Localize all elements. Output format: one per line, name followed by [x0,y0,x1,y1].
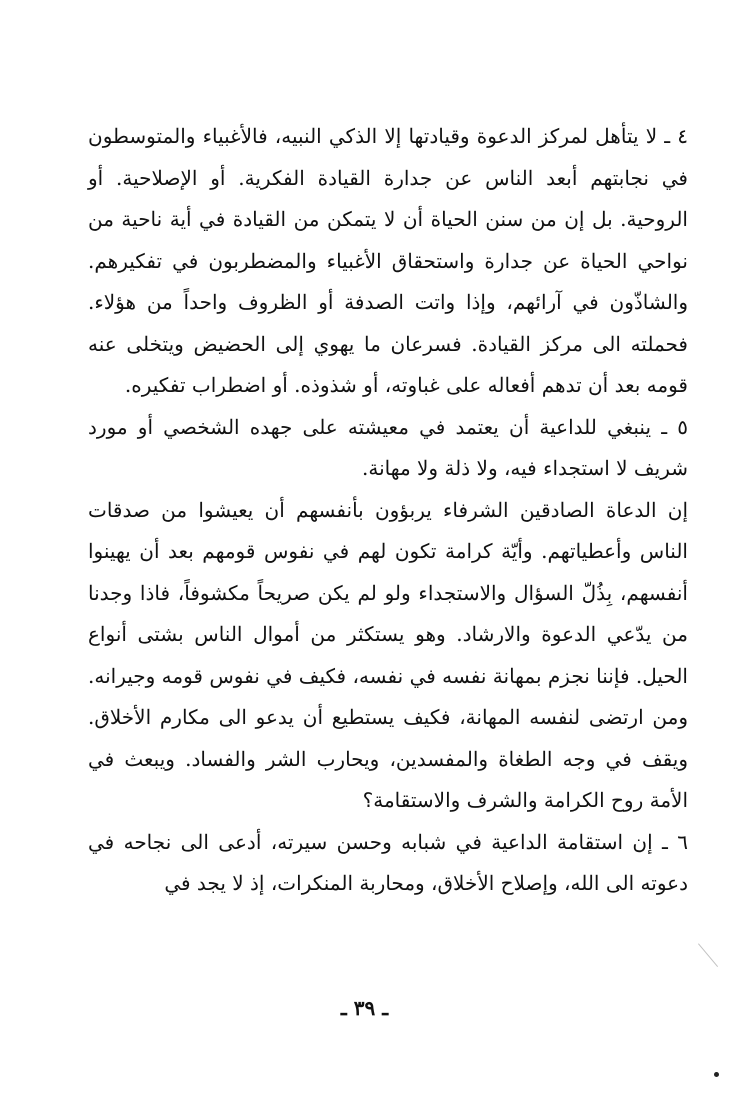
scan-speck [714,1072,719,1077]
page-number: ـ ٣٩ ـ [340,996,389,1020]
scan-edge-mark [698,924,729,967]
paragraph-point-6: ٦ ـ إن استقامة الداعية في شبابه وحسن سيرته، أدعى الى نجاحه في دعوته الى الله، وإصلاح الأخلاق، ومحاربة المنكرات، إذ لا يجد في [88,829,688,895]
paragraph-preachers: إن الدعاة الصادقين الشرفاء يربؤون بأنفسهم أن يعيشوا من صدقات الناس وأعطياتهم. وأيّة كرامة تكون لهم في نفوس قومهم بعد أن يهينوا أنفسهم، بِذُلّ السؤال والاستجداء ولو لم يكن صريحاً مكشوفاً، فاذا وجدنا من يدّعي الدعوة والارشاد. وهو يستكثر من أموال الناس بشتى أنواع الحيل. فإننا نجزم بمهانة نفسه في نفسه، فكيف في نفوس قومه وجيرانه. ومن ارتضى لنفسه المهانة، فكيف يستطيع أن يدعو الى مكارم الأخلاق. ويقف في وجه الطغاة والمفسدين، ويحارب الشر والفساد. ويبعث في الأمة روح الكرامة والشرف والاستقامة؟ [88,497,688,812]
paragraph-point-5: ٥ ـ ينبغي للداعية أن يعتمد في معيشته على جهده الشخصي أو مورد شريف لا استجداء فيه، ولا ذلة ولا مهانة. [88,414,688,480]
body-text [88,116,688,905]
paragraph-point-4: ٤ ـ لا يتأهل لمركز الدعوة وقيادتها إلا الذكي النبيه، فالأغبياء والمتوسطون في نجابتهم أبعد الناس عن جدارة القيادة الفكرية. أو الإصلاحية. أو الروحية. بل إن من سنن الحياة أن لا يتمكن من القيادة في أية ناحية من نواحي الحياة عن جدارة واستحقاق الأغبياء والمضطربون في تفكيرهم. والشاذّون في آرائهم، وإذا واتت الصدفة أو الظروف واحداً من هؤلاء. فحملته الى مركز القيادة. فسرعان ما يهوي إلى الحضيض ويتخلى عنه قومه بعد أن تدهم أفعاله على غباوته، أو شذوذه. أو اضطراب تفكيره. [88,124,688,397]
